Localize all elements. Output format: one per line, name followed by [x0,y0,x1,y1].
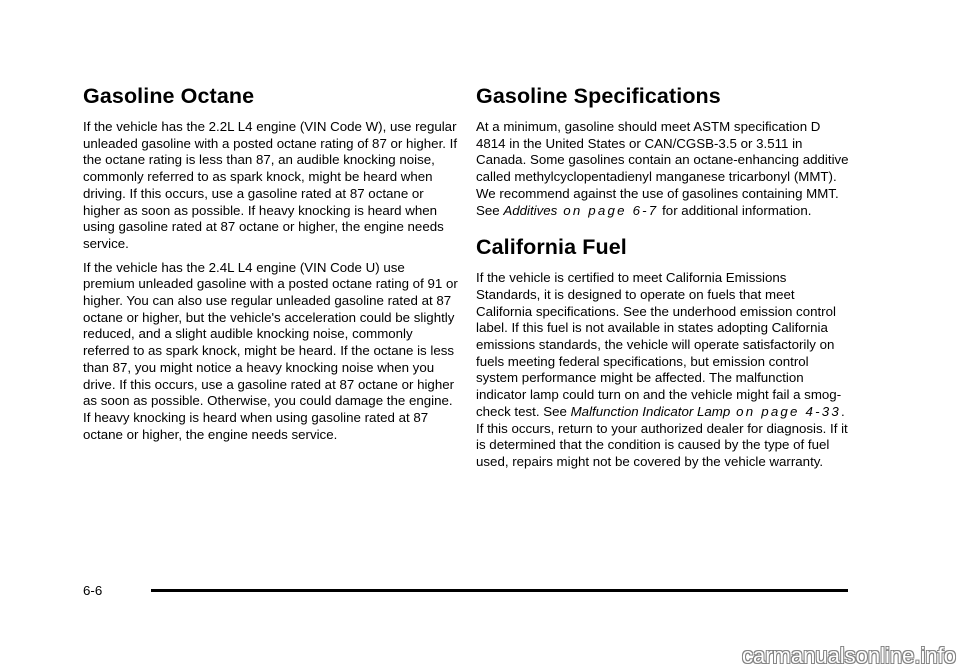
footer-divider [151,589,848,592]
additives-link-page: on page 6-7 [557,202,659,218]
california-fuel-text: If the vehicle is certified to meet California Emissions Standards, it is designed to operate on fuels that meet California specifications. See the underhood emission control label. If this fuel is not available in states adopting California emissions standards, the vehicle will operate satisfactorily on fuels meeting federal specifications, but emission control system performance might be affected. The malfunction indicator lamp could turn on and the vehicle might fail a smog-check test. See [476,270,842,419]
california-fuel-paragraph [476,270,851,470]
california-fuel-text-end: . If this occurs, return to your authorized dealer for diagnosis. If it is determined that the condition is caused by the type of fuel used, repairs might not be covered by the vehicle warranty. [476,403,848,469]
octane-paragraph-22l: If the vehicle has the 2.2L L4 engine (VIN Code W), use regular unleaded gasoline with a posted octane rating of 87 or higher. If the octane rating is less than 87, an audible knocking noise, commonly referred to as spark knock, might be heard when driving. If this occurs, use a gasoline rated at 87 octane or higher as soon as possible. If heavy knocking is heard when using gasoline rated at 87 octane or higher, the engine needs service. [83,119,458,251]
octane-paragraph-24l: If the vehicle has the 2.4L L4 engine (VIN Code U) use premium unleaded gasoline with a posted octane rating of 91 or higher. You can also use regular unleaded gasoline rated at 87 octane or higher, but the vehicle's acceleration could be slightly reduced, and a slight audible knocking noise, commonly referred to as spark knock, might be heard. If the octane is less than 87, you might notice a heavy knocking noise when you drive. If this occurs, use a gasoline rated at 87 octane or higher as soon as possible. Otherwise, you could damage the engine. If heavy knocking is heard when using gasoline rated at 87 octane or higher, the engine needs service. [83,259,458,442]
specifications-text: At a minimum, gasoline should meet ASTM specification D 4814 in the United States or CAN/CGSB-3.5 or 3.511 in Canada. Some gasolines contain an octane-enhancing additive called methylcyclopentadienyl manganese tricarbonyl (MMT). We recommend against the use of gasolines containing MMT. See [476,119,849,218]
mil-link-page: on page 4-33 [730,403,841,419]
mil-link-title: Malfunction Indicator Lamp [570,403,731,419]
left-column [83,82,458,450]
specifications-paragraph [476,119,851,219]
gasoline-octane-heading: Gasoline Octane [83,84,255,108]
malfunction-indicator-lamp-link[interactable] [571,404,841,419]
additives-link[interactable] [503,203,658,218]
gasoline-specifications-heading: Gasoline Specifications [476,84,721,108]
california-fuel-heading: California Fuel [476,235,627,260]
specifications-text-end: for additional information. [658,202,812,218]
watermark: carmanualsonline.info [741,643,956,668]
right-column [476,82,851,478]
additives-link-title: Additives [503,202,558,218]
page-number: 6-6 [83,583,103,598]
